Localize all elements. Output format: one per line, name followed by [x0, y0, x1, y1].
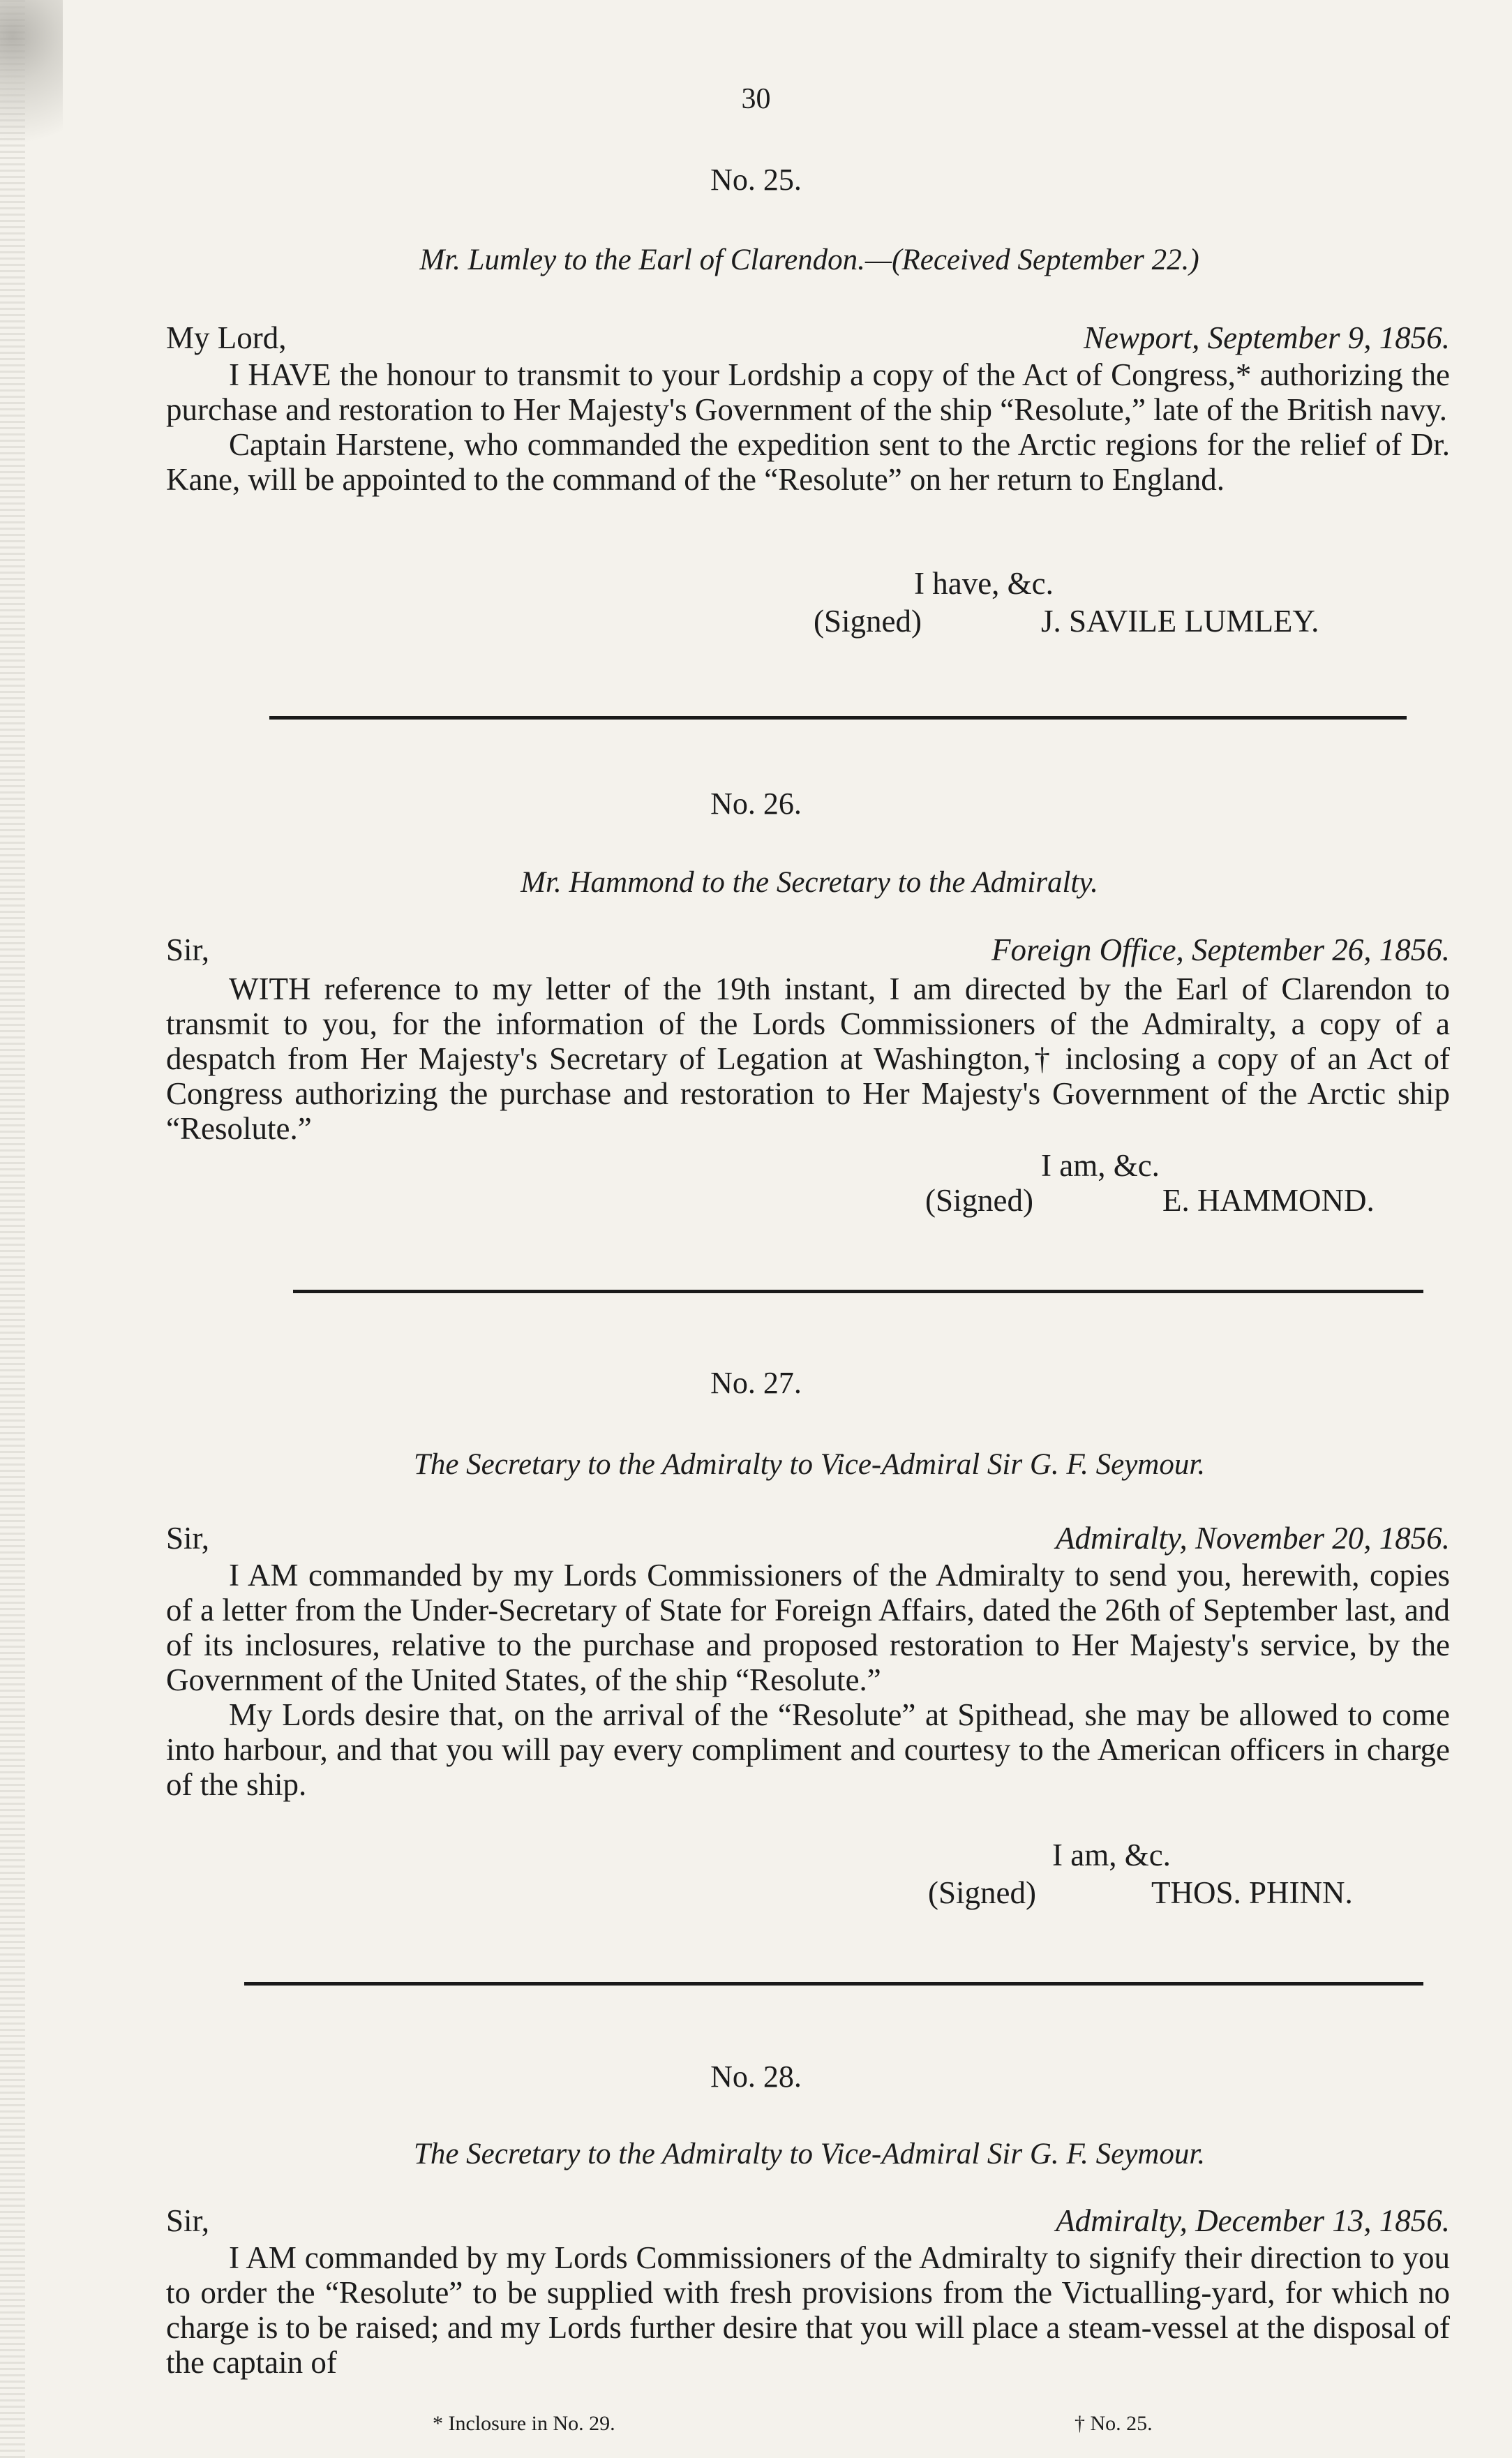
salutation: My Lord, [166, 320, 287, 355]
letter-number: No. 26. [710, 787, 802, 821]
signed-label: (Signed) [928, 1875, 1036, 1910]
letter-number: No. 25. [710, 163, 802, 197]
salutation: Sir, [166, 1521, 209, 1556]
page-number: 30 [741, 83, 771, 115]
signatory: J. SAVILE LUMLEY. [1041, 604, 1319, 639]
closing: I am, &c. [1041, 1148, 1160, 1183]
place-date: Foreign Office, September 26, 1856. [991, 932, 1450, 967]
paragraph: Captain Harstene, who commanded the expedition sent to the Arctic regions for the relief of Dr. Kane, will be appointed to the command of the “Resolute” on her return to England. [166, 427, 1450, 497]
letter-heading: The Secretary to the Admiralty to Vice-Admiral Sir G. F. Seymour. [413, 2138, 1206, 2170]
divider-rule [293, 1290, 1423, 1293]
salutation-row [166, 2203, 1450, 2239]
letter-number: No. 27. [710, 1366, 802, 1400]
letter-body [166, 971, 1450, 1146]
letter-body [166, 357, 1450, 497]
letter-heading: Mr. Hammond to the Secretary to the Admiralty. [521, 866, 1098, 899]
paragraph: My Lords desire that, on the arrival of the “Resolute” at Spithead, she may be allowed to come into harbour, and that you will pay every compliment and courtesy to the American officers in charge of the ship. [166, 1697, 1450, 1802]
place-date: Admiralty, November 20, 1856. [1056, 1521, 1450, 1556]
place-date: Admiralty, December 13, 1856. [1056, 2203, 1450, 2238]
paragraph: I HAVE the honour to transmit to your Lordship a copy of the Act of Congress,* authorizing the purchase and restoration to Her Majesty's Government of the ship “Resolute,” late of the British navy. [166, 357, 1450, 427]
paragraph: WITH reference to my letter of the 19th instant, I am directed by the Earl of Clarendon to transmit to you, for the information of the Lords Commissioners of the Admiralty, a copy of a despatch from Her Majesty's Secretary of Legation at Washington,† inclosing a copy of an Act of Congress authorizing the purchase and restoration to Her Majesty's Government of the Arctic ship “Resolute.” [166, 971, 1450, 1146]
footnote: * Inclosure in No. 29. [433, 2412, 615, 2435]
letter-heading: Mr. Lumley to the Earl of Clarendon.—(Received September 22.) [419, 244, 1199, 276]
letter-body [166, 2240, 1450, 2380]
closing: I am, &c. [1052, 1838, 1171, 1872]
divider-rule [269, 716, 1407, 720]
paragraph: I AM commanded by my Lords Commissioners of the Admiralty to signify their direction to you to order the “Resolute” to be supplied with fresh provisions from the Victualling-yard, for which no charge is to be raised; and my Lords further desire that you will place a steam-vessel at the disposal of the captain of [166, 2240, 1450, 2380]
signatory: E. HAMMOND. [1162, 1183, 1375, 1218]
salutation-row [166, 1520, 1450, 1556]
salutation: Sir, [166, 2203, 209, 2238]
signatory: THOS. PHINN. [1151, 1875, 1353, 1910]
letter-heading: The Secretary to the Admiralty to Vice-Admiral Sir G. F. Seymour. [413, 1448, 1206, 1481]
salutation-row [166, 932, 1450, 968]
closing: I have, &c. [914, 566, 1054, 601]
place-date: Newport, September 9, 1856. [1084, 320, 1450, 355]
paragraph: I AM commanded by my Lords Commissioners of the Admiralty to send you, herewith, copies of a letter from the Under-Secretary of State for Foreign Affairs, dated the 26th of September last, and of its inclosures, relative to the purchase and proposed restoration to Her Majesty's service, by the Government of the United States, of the ship “Resolute.” [166, 1558, 1450, 1697]
letter-number: No. 28. [710, 2059, 802, 2094]
salutation-row [166, 320, 1450, 356]
signed-label: (Signed) [925, 1183, 1033, 1218]
footnote: † No. 25. [1075, 2412, 1153, 2435]
salutation: Sir, [166, 932, 209, 967]
signed-label: (Signed) [814, 604, 922, 639]
divider-rule [244, 1982, 1423, 1986]
letter-body [166, 1558, 1450, 1802]
